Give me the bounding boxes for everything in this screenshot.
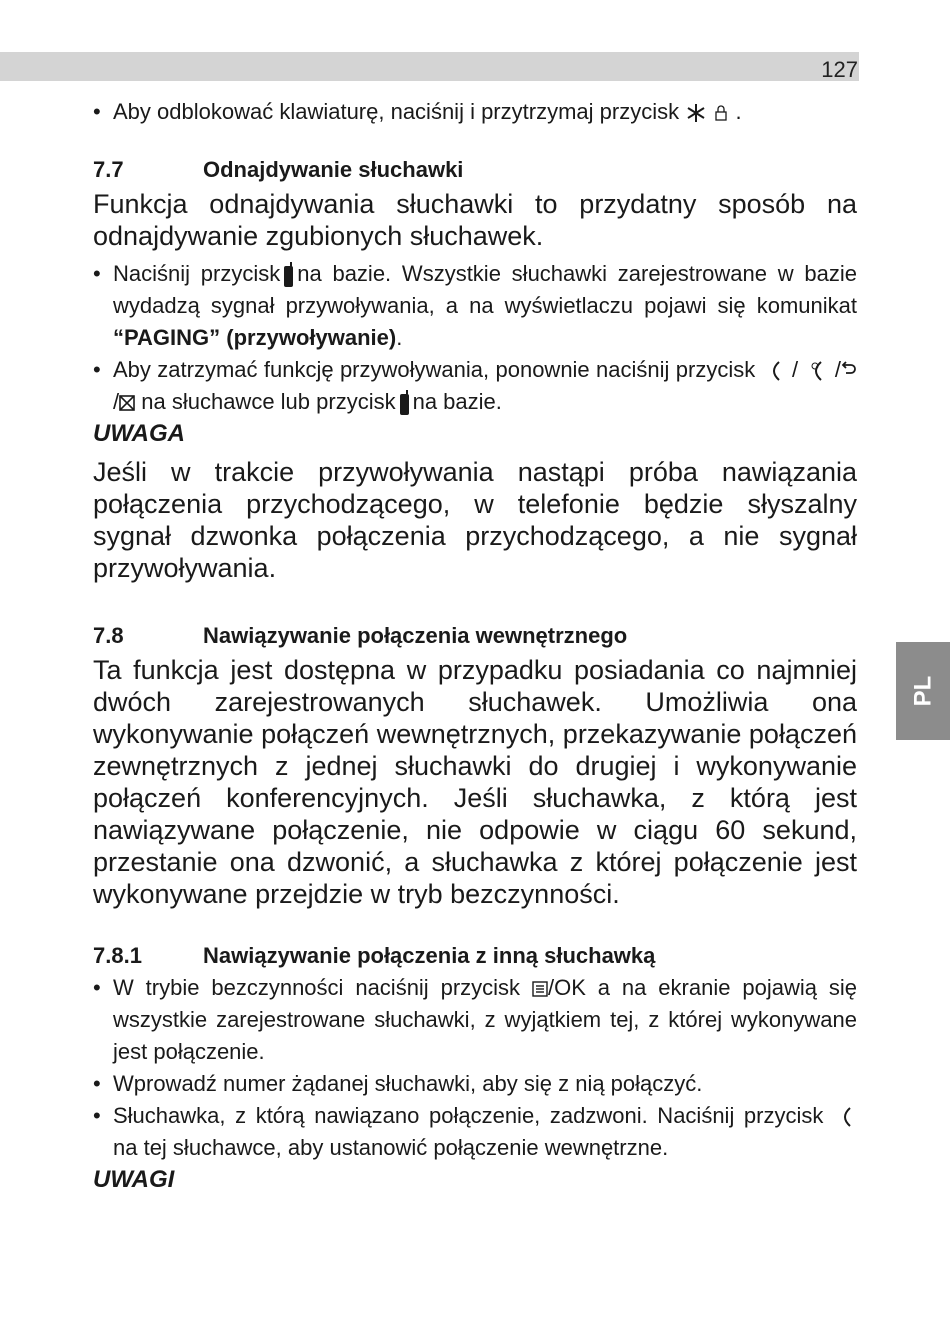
section-7-8-text: Ta funkcja jest dostępna w przypadku posiadania co najmniej dwóch zarejestrowanych słuchawek. Umożliwia ona wykonywanie połączeń wewnętrznych, przekazywanie połączeń zewnętrznych z jednej słuchawki do drugiej i wykonywanie połączeń konferencyjnych. Jeśli słuchawka, z którą jest nawiązywane połączenie, nie odpowie w ciągu 60 sekund, przestanie ona dzwonić, a słuchawka z której połączenie jest wykonywane przejdzie w tryb bezczynności. <box>93 655 857 909</box>
bullet-text: na bazie. Wszystkie słuchawki zarejestrowane w bazie wydadzą sygnał przywoływania, a na wyświetlaczu pojawi się komunikat <box>113 261 857 318</box>
separator: / <box>834 357 841 382</box>
paging-note-text: Jeśli w trakcie przywoływania nastąpi próba nawiązania połączenia przychodzącego, w telefonie będzie słyszalny sygnał dzwonka połączenia przychodzącego, a nie sygnał przywoływania. <box>93 457 857 583</box>
section-title: Nawiązywanie połączenia wewnętrznego <box>203 623 628 648</box>
bullet-text: Aby odblokować klawiaturę, naciśnij i przytrzymaj przycisk <box>113 99 680 124</box>
enter-number-bullet: • Wprowadź numer żądanej słuchawki, aby się z nią połączyć. <box>93 1068 857 1100</box>
language-tab-label: PL <box>908 675 936 707</box>
separator: / <box>791 357 799 382</box>
section-7-8-1-heading <box>93 940 857 972</box>
bullet-text: na bazie. <box>412 389 502 414</box>
bullet-end: . <box>735 99 742 124</box>
section-number: 7.8.1 <box>93 943 142 968</box>
notes-label: UWAGI <box>93 1166 175 1193</box>
lock-icon <box>713 104 729 122</box>
paging-bullet <box>93 258 857 354</box>
menu-key-icon <box>532 980 548 998</box>
star-key-icon <box>685 102 707 124</box>
bullet-text: na słuchawce lub przycisk <box>141 389 396 414</box>
paging-key-icon <box>283 262 294 288</box>
stop-paging-bullet <box>93 354 857 418</box>
bullet-text: W trybie bezczynności naciśnij przycisk <box>113 975 521 1000</box>
bullet-text: Aby zatrzymać funkcję przywoływania, ponownie naciśnij przycisk <box>113 357 756 382</box>
note-label: UWAGA <box>93 420 185 447</box>
language-tab <box>896 642 950 740</box>
section-title: Odnajdywanie słuchawki <box>203 157 464 182</box>
paging-message: “PAGING” (przywoływanie) <box>113 325 397 350</box>
mute-key-icon <box>119 394 135 412</box>
header-bar <box>0 52 857 81</box>
menu-ok-bullet <box>93 972 857 1068</box>
call-key-icon <box>836 1104 854 1130</box>
section-7-8-heading <box>93 620 857 652</box>
bullet-text: na tej słuchawce, aby ustanowić połączenie wewnętrzne. <box>113 1135 669 1160</box>
bullet-text: a na ekranie pojawią się wszystkie zarejestrowane słuchawki, z wyjątkiem tej, z której wykonywane jest połączenie. <box>113 975 857 1064</box>
answer-intercom-bullet <box>93 1100 857 1164</box>
bullet-text: Słuchawka, z którą nawiązano połączenie, zadzwoni. Naciśnij przycisk <box>113 1103 824 1128</box>
separator: / <box>113 389 120 414</box>
intercom-key-icon <box>807 358 825 384</box>
section-number: 7.7 <box>93 157 124 182</box>
back-key-icon <box>841 360 857 382</box>
section-title: Nawiązywanie połączenia z inną słuchawką <box>203 943 656 968</box>
section-7-7-lead: Funkcja odnajdywania słuchawki to przydatny sposób na odnajdywanie zgubionych słuchawek. <box>93 189 857 251</box>
bullet-end: . <box>396 325 403 350</box>
ok-key-label: /OK <box>547 975 586 1000</box>
bullet-text: Naciśnij przycisk <box>113 261 281 286</box>
page-content <box>93 96 857 1196</box>
paging-key-icon <box>399 390 410 416</box>
call-key-icon <box>765 358 783 384</box>
page-number: 127 <box>821 57 858 82</box>
section-number: 7.8 <box>93 623 124 648</box>
unlock-keypad-bullet <box>93 96 857 128</box>
section-7-7-heading <box>93 154 857 186</box>
